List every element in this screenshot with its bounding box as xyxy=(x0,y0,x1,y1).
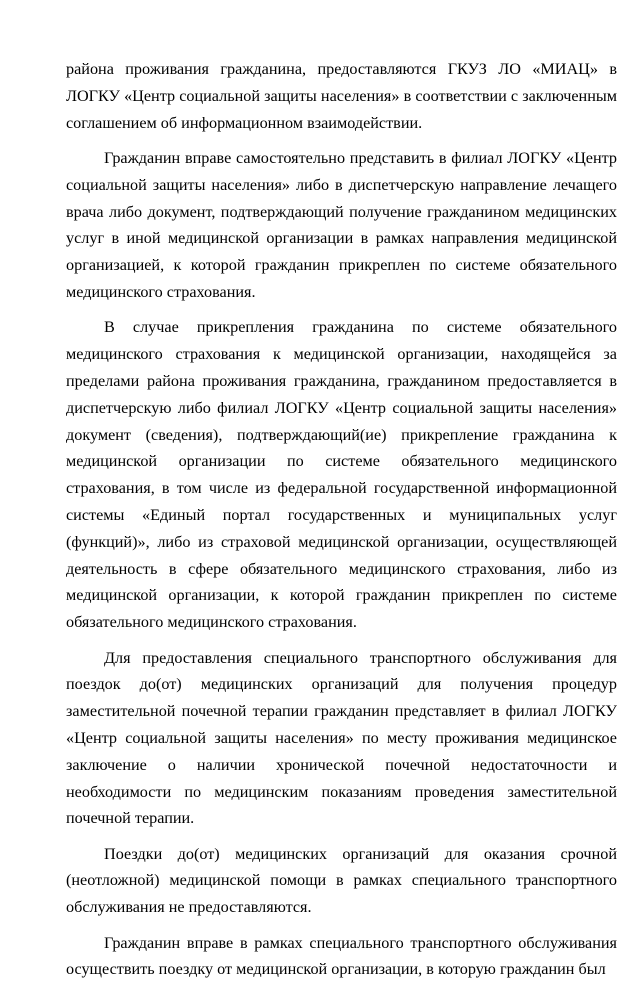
paragraph-return-trip: Гражданин вправе в рамках специального транспортного обслуживания осуществить поездку от медицинской организации, в которую гражданин был xyxy=(66,933,617,979)
paragraph-referral-documents: Гражданин вправе самостоятельно представить в филиал ЛОГКУ «Центр социальной защиты населения» либо в диспетчерскую направление лечащего врача либо документ, подтверждающий получение гражданином медицинских услуг в иной медицинской организации в рамках направления медицинской организацией, к которой гражданин прикреплен по системе обязательного медицинского страхования. xyxy=(66,148,617,301)
paragraph-urgent-care-exclusion: Поездки до(от) медицинских организаций для оказания срочной (неотложной) медицинской помощи в рамках специального транспортного обслуживания не предоставляются. xyxy=(66,844,617,917)
paragraph-attachment-outside-district: В случае прикрепления гражданина по системе обязательного медицинского страхования к медицинской организации, находящейся за пределами района проживания гражданина, гражданином предоставляется в диспетчерскую либо филиал ЛОГКУ «Центр социальной защиты населения» документ (сведения), подтверждающий(ие) прикрепление гражданина к медицинской организации по системе обязательного медицинского страхования, в том числе из федеральной государственной информационной системы «Единый портал государственных и муниципальных услуг (функций)», либо из страховой медицинской организации, осуществляющей деятельность в сфере обязательного медицинского страхования, либо из медицинской организации, к которой гражданин прикреплен по системе обязательного медицинского страхования. xyxy=(66,318,617,632)
document-body xyxy=(66,56,617,983)
paragraph-continuation: района проживания гражданина, предоставляются ГКУЗ ЛО «МИАЦ» в ЛОГКУ «Центр социальной защиты населения» в соответствии с заключенным соглашением об информационном взаимодействии. xyxy=(66,60,617,132)
paragraph-dialysis-transport: Для предоставления специального транспортного обслуживания для поездок до(от) медицинских организаций для получения процедур заместительной почечной терапии гражданин представляет в филиал ЛОГКУ «Центр социальной защиты населения» по месту проживания медицинское заключение о наличии хронической почечной недостаточности и необходимости по медицинским показаниям проведения заместительной почечной терапии. xyxy=(66,648,617,828)
